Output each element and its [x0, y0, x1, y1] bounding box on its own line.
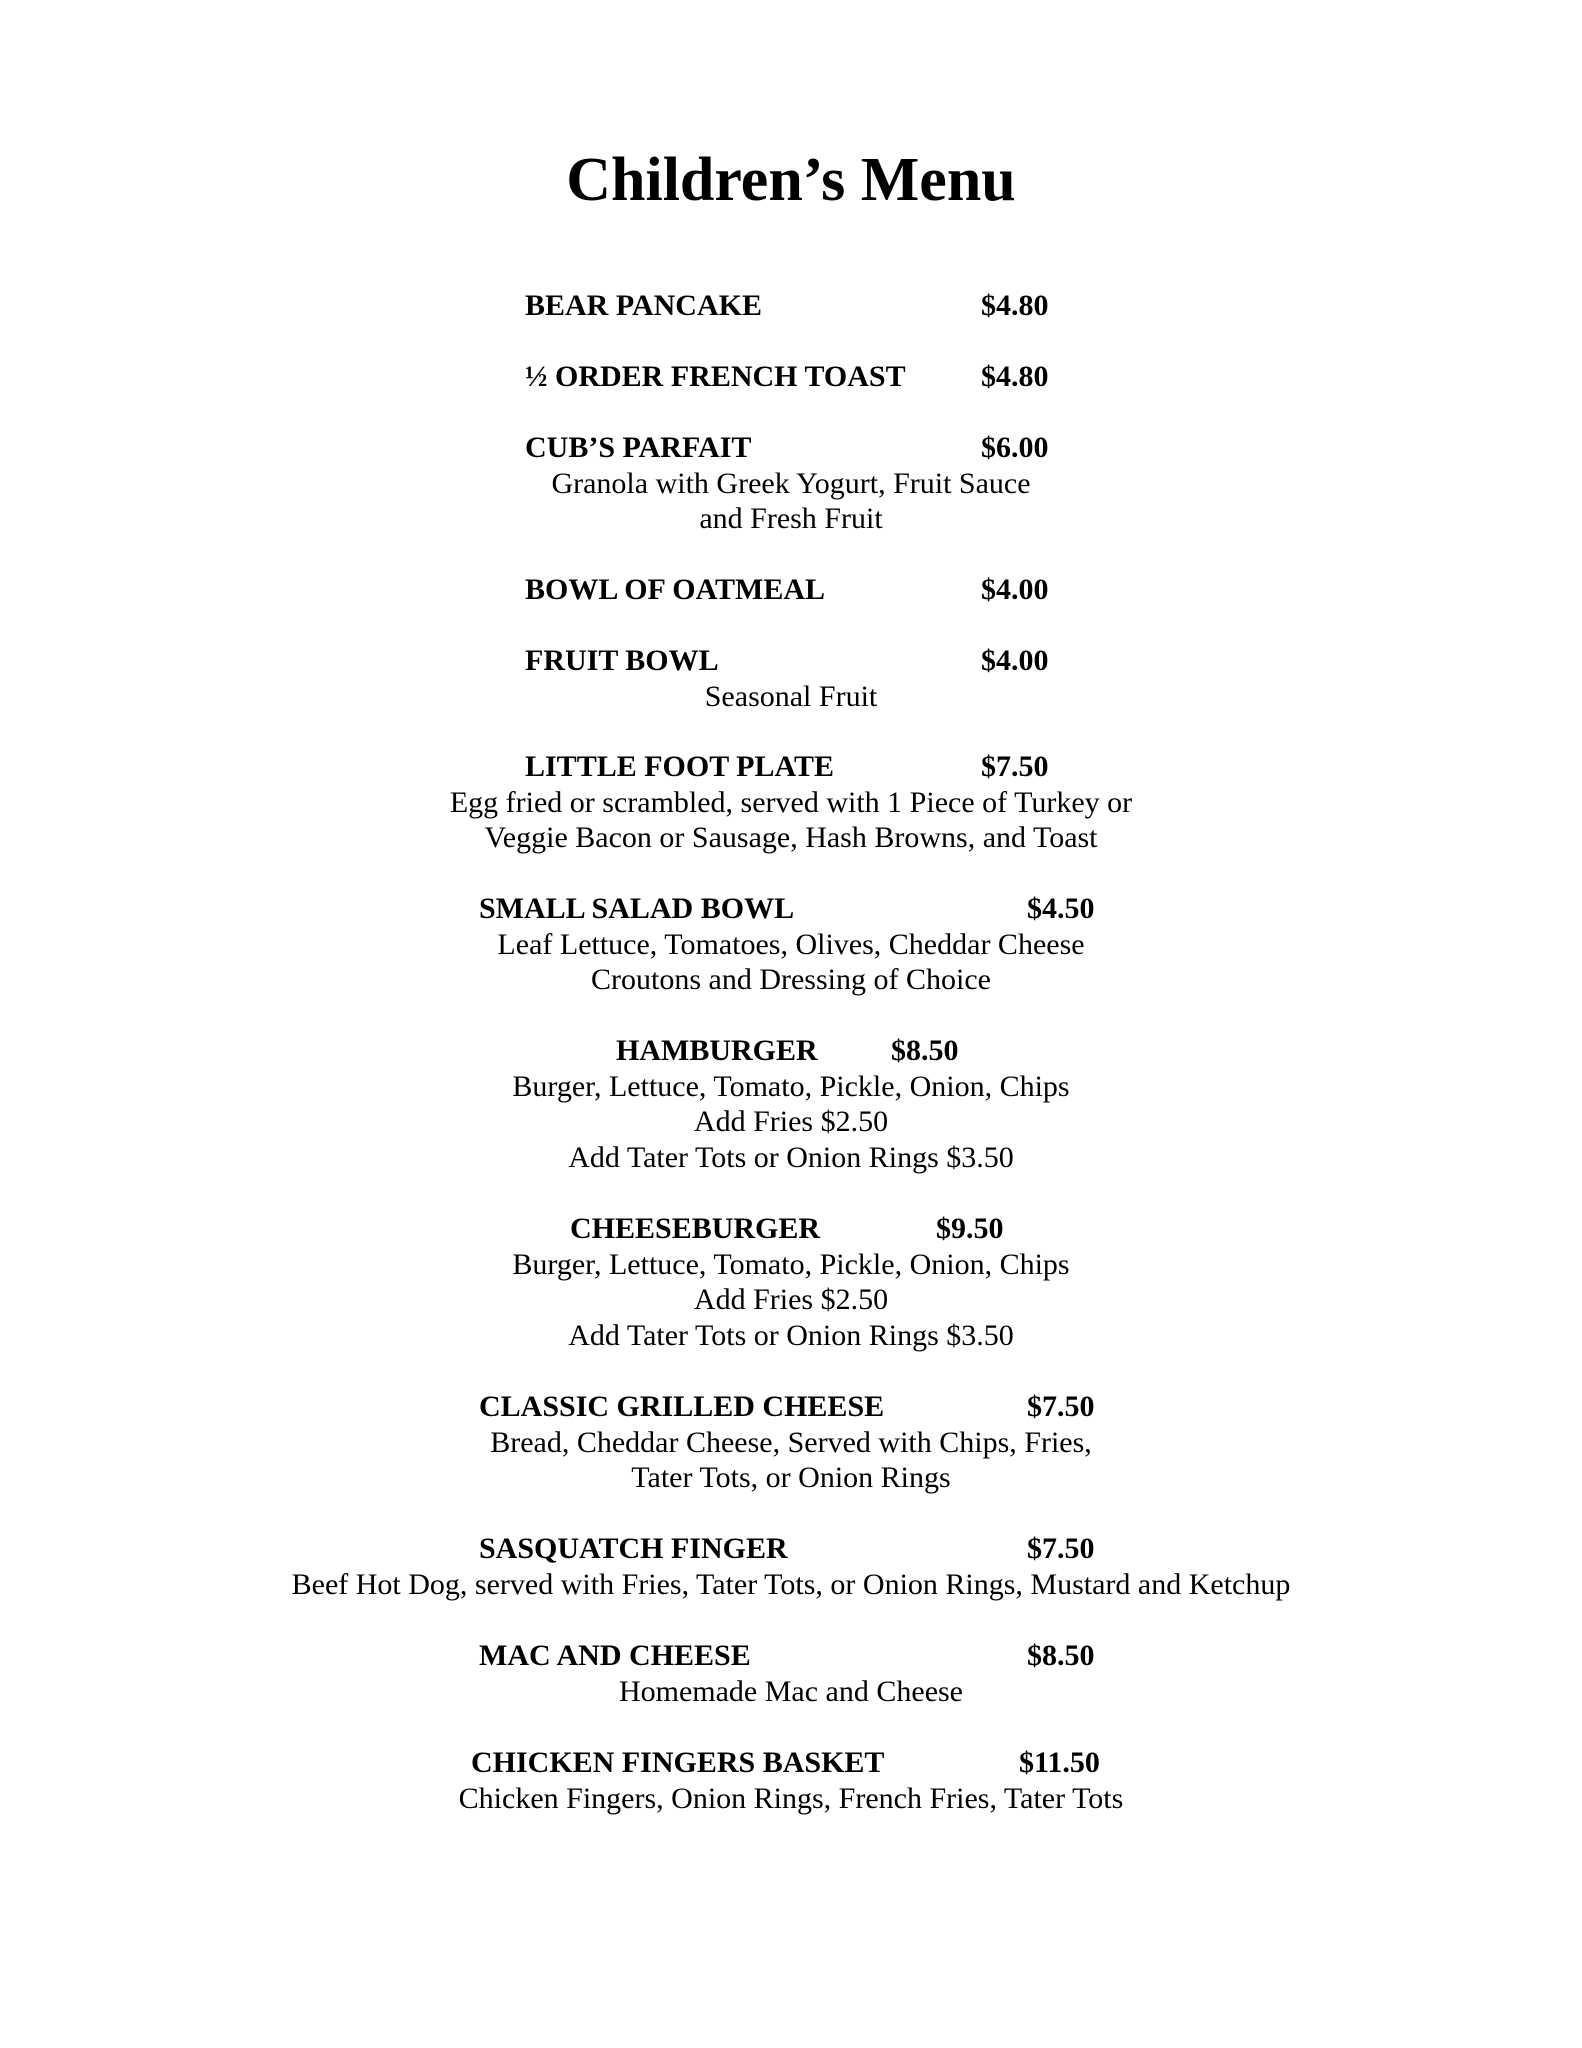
menu-item-description: Burger, Lettuce, Tomato, Pickle, Onion, Chips	[512, 1070, 1070, 1103]
menu-item-description: Add Tater Tots or Onion Rings $3.50	[568, 1141, 1014, 1174]
menu-item-description: Leaf Lettuce, Tomatoes, Olives, Cheddar Cheese	[497, 928, 1085, 961]
menu-item-price: $4.50	[1027, 892, 1095, 925]
menu-item-name: CLASSIC GRILLED CHEESE	[479, 1390, 885, 1423]
menu-item-description: Tater Tots, or Onion Rings	[631, 1461, 951, 1494]
menu-item-name: MAC AND CHEESE	[479, 1639, 751, 1672]
menu-item-name: FRUIT BOWL	[525, 644, 719, 677]
menu-item-description: Seasonal Fruit	[704, 680, 878, 713]
menu-item-name: SMALL SALAD BOWL	[479, 892, 795, 925]
menu-item-price: $6.00	[981, 431, 1049, 464]
menu-item-name: LITTLE FOOT PLATE	[525, 750, 834, 783]
menu-item-description: Veggie Bacon or Sausage, Hash Browns, and Toast	[484, 821, 1098, 854]
menu-item-name: ½ ORDER FRENCH TOAST	[525, 360, 906, 393]
menu-item-description: Add Tater Tots or Onion Rings $3.50	[568, 1319, 1014, 1352]
menu-item-price: $4.80	[981, 360, 1049, 393]
menu-item-price: $9.50	[936, 1212, 1004, 1245]
menu-item-description: Croutons and Dressing of Choice	[591, 963, 991, 996]
menu-item-name: CHEESEBURGER	[570, 1212, 821, 1245]
menu-item-description: Bread, Cheddar Cheese, Served with Chips, Fries,	[490, 1426, 1092, 1459]
menu-item-price: $4.80	[981, 289, 1049, 322]
menu-item-name: BOWL OF OATMEAL	[525, 573, 826, 606]
menu-item-description: Homemade Mac and Cheese	[618, 1675, 964, 1708]
menu-item-description: Beef Hot Dog, served with Fries, Tater Tots, or Onion Rings, Mustard and Ketchup	[291, 1568, 1291, 1601]
menu-item-description: Add Fries $2.50	[693, 1283, 889, 1316]
menu-item-price: $4.00	[981, 573, 1049, 606]
menu-item-description: and Fresh Fruit	[699, 502, 883, 535]
menu-item-price: $11.50	[1019, 1746, 1100, 1779]
menu-item-price: $7.50	[1027, 1532, 1095, 1565]
menu-item-name: SASQUATCH FINGER	[479, 1532, 788, 1565]
menu-item-description: Chicken Fingers, Onion Rings, French Fries, Tater Tots	[458, 1782, 1124, 1815]
menu-item-name: CUB’S PARFAIT	[525, 431, 752, 464]
menu-item-price: $8.50	[891, 1034, 959, 1067]
menu-item-description: Egg fried or scrambled, served with 1 Piece of Turkey or	[449, 786, 1133, 819]
menu-item-name: BEAR PANCAKE	[525, 289, 762, 322]
menu-item-description: Burger, Lettuce, Tomato, Pickle, Onion, Chips	[512, 1248, 1070, 1281]
menu-item-name: HAMBURGER	[616, 1034, 818, 1067]
page-title: Children’s Menu	[566, 146, 1016, 214]
menu-item-price: $4.00	[981, 644, 1049, 677]
menu-item-price: $7.50	[1027, 1390, 1095, 1423]
menu-item-price: $7.50	[981, 750, 1049, 783]
menu-item-price: $8.50	[1027, 1639, 1095, 1672]
menu-item-description: Add Fries $2.50	[693, 1105, 889, 1138]
menu-item-description: Granola with Greek Yogurt, Fruit Sauce	[551, 467, 1031, 500]
menu-item-name: CHICKEN FINGERS BASKET	[471, 1746, 885, 1779]
